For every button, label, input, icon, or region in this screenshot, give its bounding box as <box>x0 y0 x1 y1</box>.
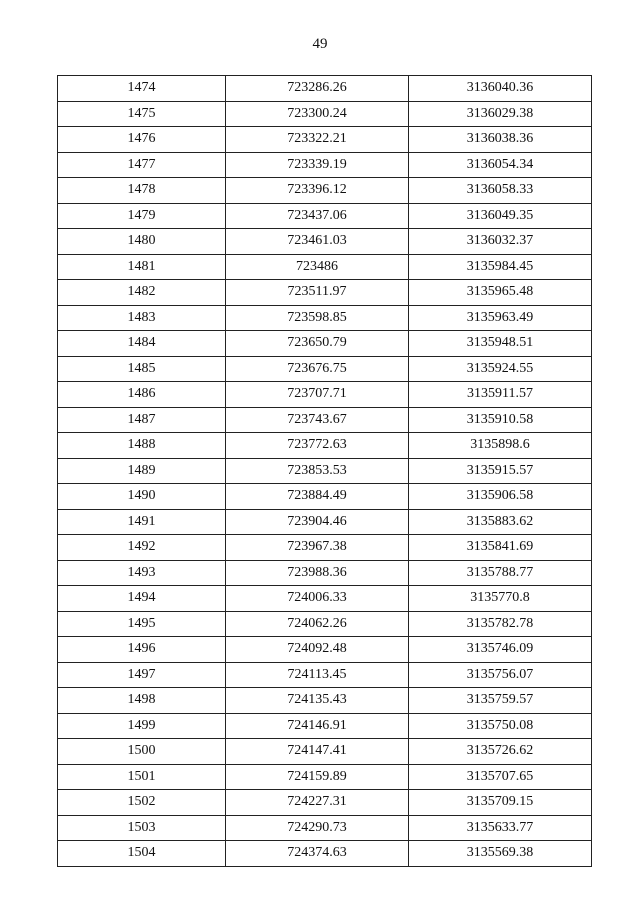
table-row <box>58 586 592 612</box>
x-coordinate-cell: 723339.19 <box>226 152 409 178</box>
point-number-cell: 1479 <box>58 203 226 229</box>
x-coordinate-cell: 724092.48 <box>226 637 409 663</box>
y-coordinate-cell: 3135709.15 <box>409 790 592 816</box>
y-coordinate-cell: 3135883.62 <box>409 509 592 535</box>
x-coordinate-cell: 723772.63 <box>226 433 409 459</box>
y-coordinate-cell: 3135746.09 <box>409 637 592 663</box>
x-coordinate-cell: 724113.45 <box>226 662 409 688</box>
point-number-cell: 1490 <box>58 484 226 510</box>
y-coordinate-cell: 3135759.57 <box>409 688 592 714</box>
point-number-cell: 1504 <box>58 841 226 867</box>
table-row <box>58 484 592 510</box>
y-coordinate-cell: 3135911.57 <box>409 382 592 408</box>
table-row <box>58 688 592 714</box>
point-number-cell: 1491 <box>58 509 226 535</box>
x-coordinate-cell: 723884.49 <box>226 484 409 510</box>
table-row <box>58 433 592 459</box>
x-coordinate-cell: 723743.67 <box>226 407 409 433</box>
x-coordinate-cell: 724159.89 <box>226 764 409 790</box>
point-number-cell: 1481 <box>58 254 226 280</box>
y-coordinate-cell: 3135915.57 <box>409 458 592 484</box>
table-row <box>58 611 592 637</box>
table-row <box>58 841 592 867</box>
table-row <box>58 101 592 127</box>
x-coordinate-cell: 723676.75 <box>226 356 409 382</box>
table-row <box>58 560 592 586</box>
x-coordinate-cell: 724147.41 <box>226 739 409 765</box>
x-coordinate-cell: 724062.26 <box>226 611 409 637</box>
point-number-cell: 1482 <box>58 280 226 306</box>
table-row <box>58 127 592 153</box>
y-coordinate-cell: 3135750.08 <box>409 713 592 739</box>
table-row <box>58 305 592 331</box>
x-coordinate-cell: 724006.33 <box>226 586 409 612</box>
y-coordinate-cell: 3136040.36 <box>409 76 592 102</box>
y-coordinate-cell: 3135963.49 <box>409 305 592 331</box>
x-coordinate-cell: 723650.79 <box>226 331 409 357</box>
x-coordinate-cell: 723598.85 <box>226 305 409 331</box>
table-row <box>58 739 592 765</box>
y-coordinate-cell: 3136049.35 <box>409 203 592 229</box>
y-coordinate-cell: 3135984.45 <box>409 254 592 280</box>
y-coordinate-cell: 3135906.58 <box>409 484 592 510</box>
x-coordinate-cell: 723967.38 <box>226 535 409 561</box>
table-row <box>58 280 592 306</box>
y-coordinate-cell: 3135788.77 <box>409 560 592 586</box>
point-number-cell: 1477 <box>58 152 226 178</box>
point-number-cell: 1493 <box>58 560 226 586</box>
table-row <box>58 254 592 280</box>
y-coordinate-cell: 3135898.6 <box>409 433 592 459</box>
x-coordinate-cell: 724146.91 <box>226 713 409 739</box>
point-number-cell: 1497 <box>58 662 226 688</box>
point-number-cell: 1495 <box>58 611 226 637</box>
y-coordinate-cell: 3135726.62 <box>409 739 592 765</box>
x-coordinate-cell: 723286.26 <box>226 76 409 102</box>
table-row <box>58 713 592 739</box>
table-row <box>58 76 592 102</box>
x-coordinate-cell: 723511.97 <box>226 280 409 306</box>
table-row <box>58 356 592 382</box>
x-coordinate-cell: 723437.06 <box>226 203 409 229</box>
point-number-cell: 1487 <box>58 407 226 433</box>
y-coordinate-cell: 3136058.33 <box>409 178 592 204</box>
page-number: 49 <box>312 36 328 52</box>
x-coordinate-cell: 724227.31 <box>226 790 409 816</box>
point-number-cell: 1486 <box>58 382 226 408</box>
y-coordinate-cell: 3135770.8 <box>409 586 592 612</box>
x-coordinate-cell: 723853.53 <box>226 458 409 484</box>
table-row <box>58 764 592 790</box>
x-coordinate-cell: 724374.63 <box>226 841 409 867</box>
point-number-cell: 1478 <box>58 178 226 204</box>
table-row <box>58 203 592 229</box>
table-row <box>58 229 592 255</box>
y-coordinate-cell: 3135948.51 <box>409 331 592 357</box>
x-coordinate-cell: 724290.73 <box>226 815 409 841</box>
table-row <box>58 382 592 408</box>
table-row <box>58 509 592 535</box>
table-row <box>58 458 592 484</box>
table-row <box>58 535 592 561</box>
table-row <box>58 815 592 841</box>
x-coordinate-cell: 723988.36 <box>226 560 409 586</box>
y-coordinate-cell: 3136054.34 <box>409 152 592 178</box>
table-body <box>58 76 592 867</box>
y-coordinate-cell: 3135633.77 <box>409 815 592 841</box>
y-coordinate-cell: 3135569.38 <box>409 841 592 867</box>
table-row <box>58 637 592 663</box>
table-row <box>58 178 592 204</box>
point-number-cell: 1485 <box>58 356 226 382</box>
point-number-cell: 1476 <box>58 127 226 153</box>
point-number-cell: 1489 <box>58 458 226 484</box>
y-coordinate-cell: 3135782.78 <box>409 611 592 637</box>
point-number-cell: 1498 <box>58 688 226 714</box>
table-row <box>58 152 592 178</box>
y-coordinate-cell: 3135707.65 <box>409 764 592 790</box>
point-number-cell: 1474 <box>58 76 226 102</box>
point-number-cell: 1501 <box>58 764 226 790</box>
x-coordinate-cell: 724135.43 <box>226 688 409 714</box>
point-number-cell: 1500 <box>58 739 226 765</box>
point-number-cell: 1502 <box>58 790 226 816</box>
y-coordinate-cell: 3135910.58 <box>409 407 592 433</box>
point-number-cell: 1499 <box>58 713 226 739</box>
point-number-cell: 1494 <box>58 586 226 612</box>
table-row <box>58 407 592 433</box>
y-coordinate-cell: 3136029.38 <box>409 101 592 127</box>
coordinates-table <box>57 75 592 867</box>
x-coordinate-cell: 723322.21 <box>226 127 409 153</box>
y-coordinate-cell: 3135841.69 <box>409 535 592 561</box>
x-coordinate-cell: 723461.03 <box>226 229 409 255</box>
point-number-cell: 1488 <box>58 433 226 459</box>
x-coordinate-cell: 723904.46 <box>226 509 409 535</box>
table-row <box>58 331 592 357</box>
point-number-cell: 1496 <box>58 637 226 663</box>
x-coordinate-cell: 723707.71 <box>226 382 409 408</box>
point-number-cell: 1492 <box>58 535 226 561</box>
point-number-cell: 1475 <box>58 101 226 127</box>
point-number-cell: 1483 <box>58 305 226 331</box>
y-coordinate-cell: 3135965.48 <box>409 280 592 306</box>
x-coordinate-cell: 723396.12 <box>226 178 409 204</box>
table-row <box>58 790 592 816</box>
y-coordinate-cell: 3136038.36 <box>409 127 592 153</box>
y-coordinate-cell: 3136032.37 <box>409 229 592 255</box>
x-coordinate-cell: 723300.24 <box>226 101 409 127</box>
point-number-cell: 1503 <box>58 815 226 841</box>
x-coordinate-cell: 723486 <box>226 254 409 280</box>
point-number-cell: 1480 <box>58 229 226 255</box>
y-coordinate-cell: 3135924.55 <box>409 356 592 382</box>
point-number-cell: 1484 <box>58 331 226 357</box>
table-row <box>58 662 592 688</box>
y-coordinate-cell: 3135756.07 <box>409 662 592 688</box>
